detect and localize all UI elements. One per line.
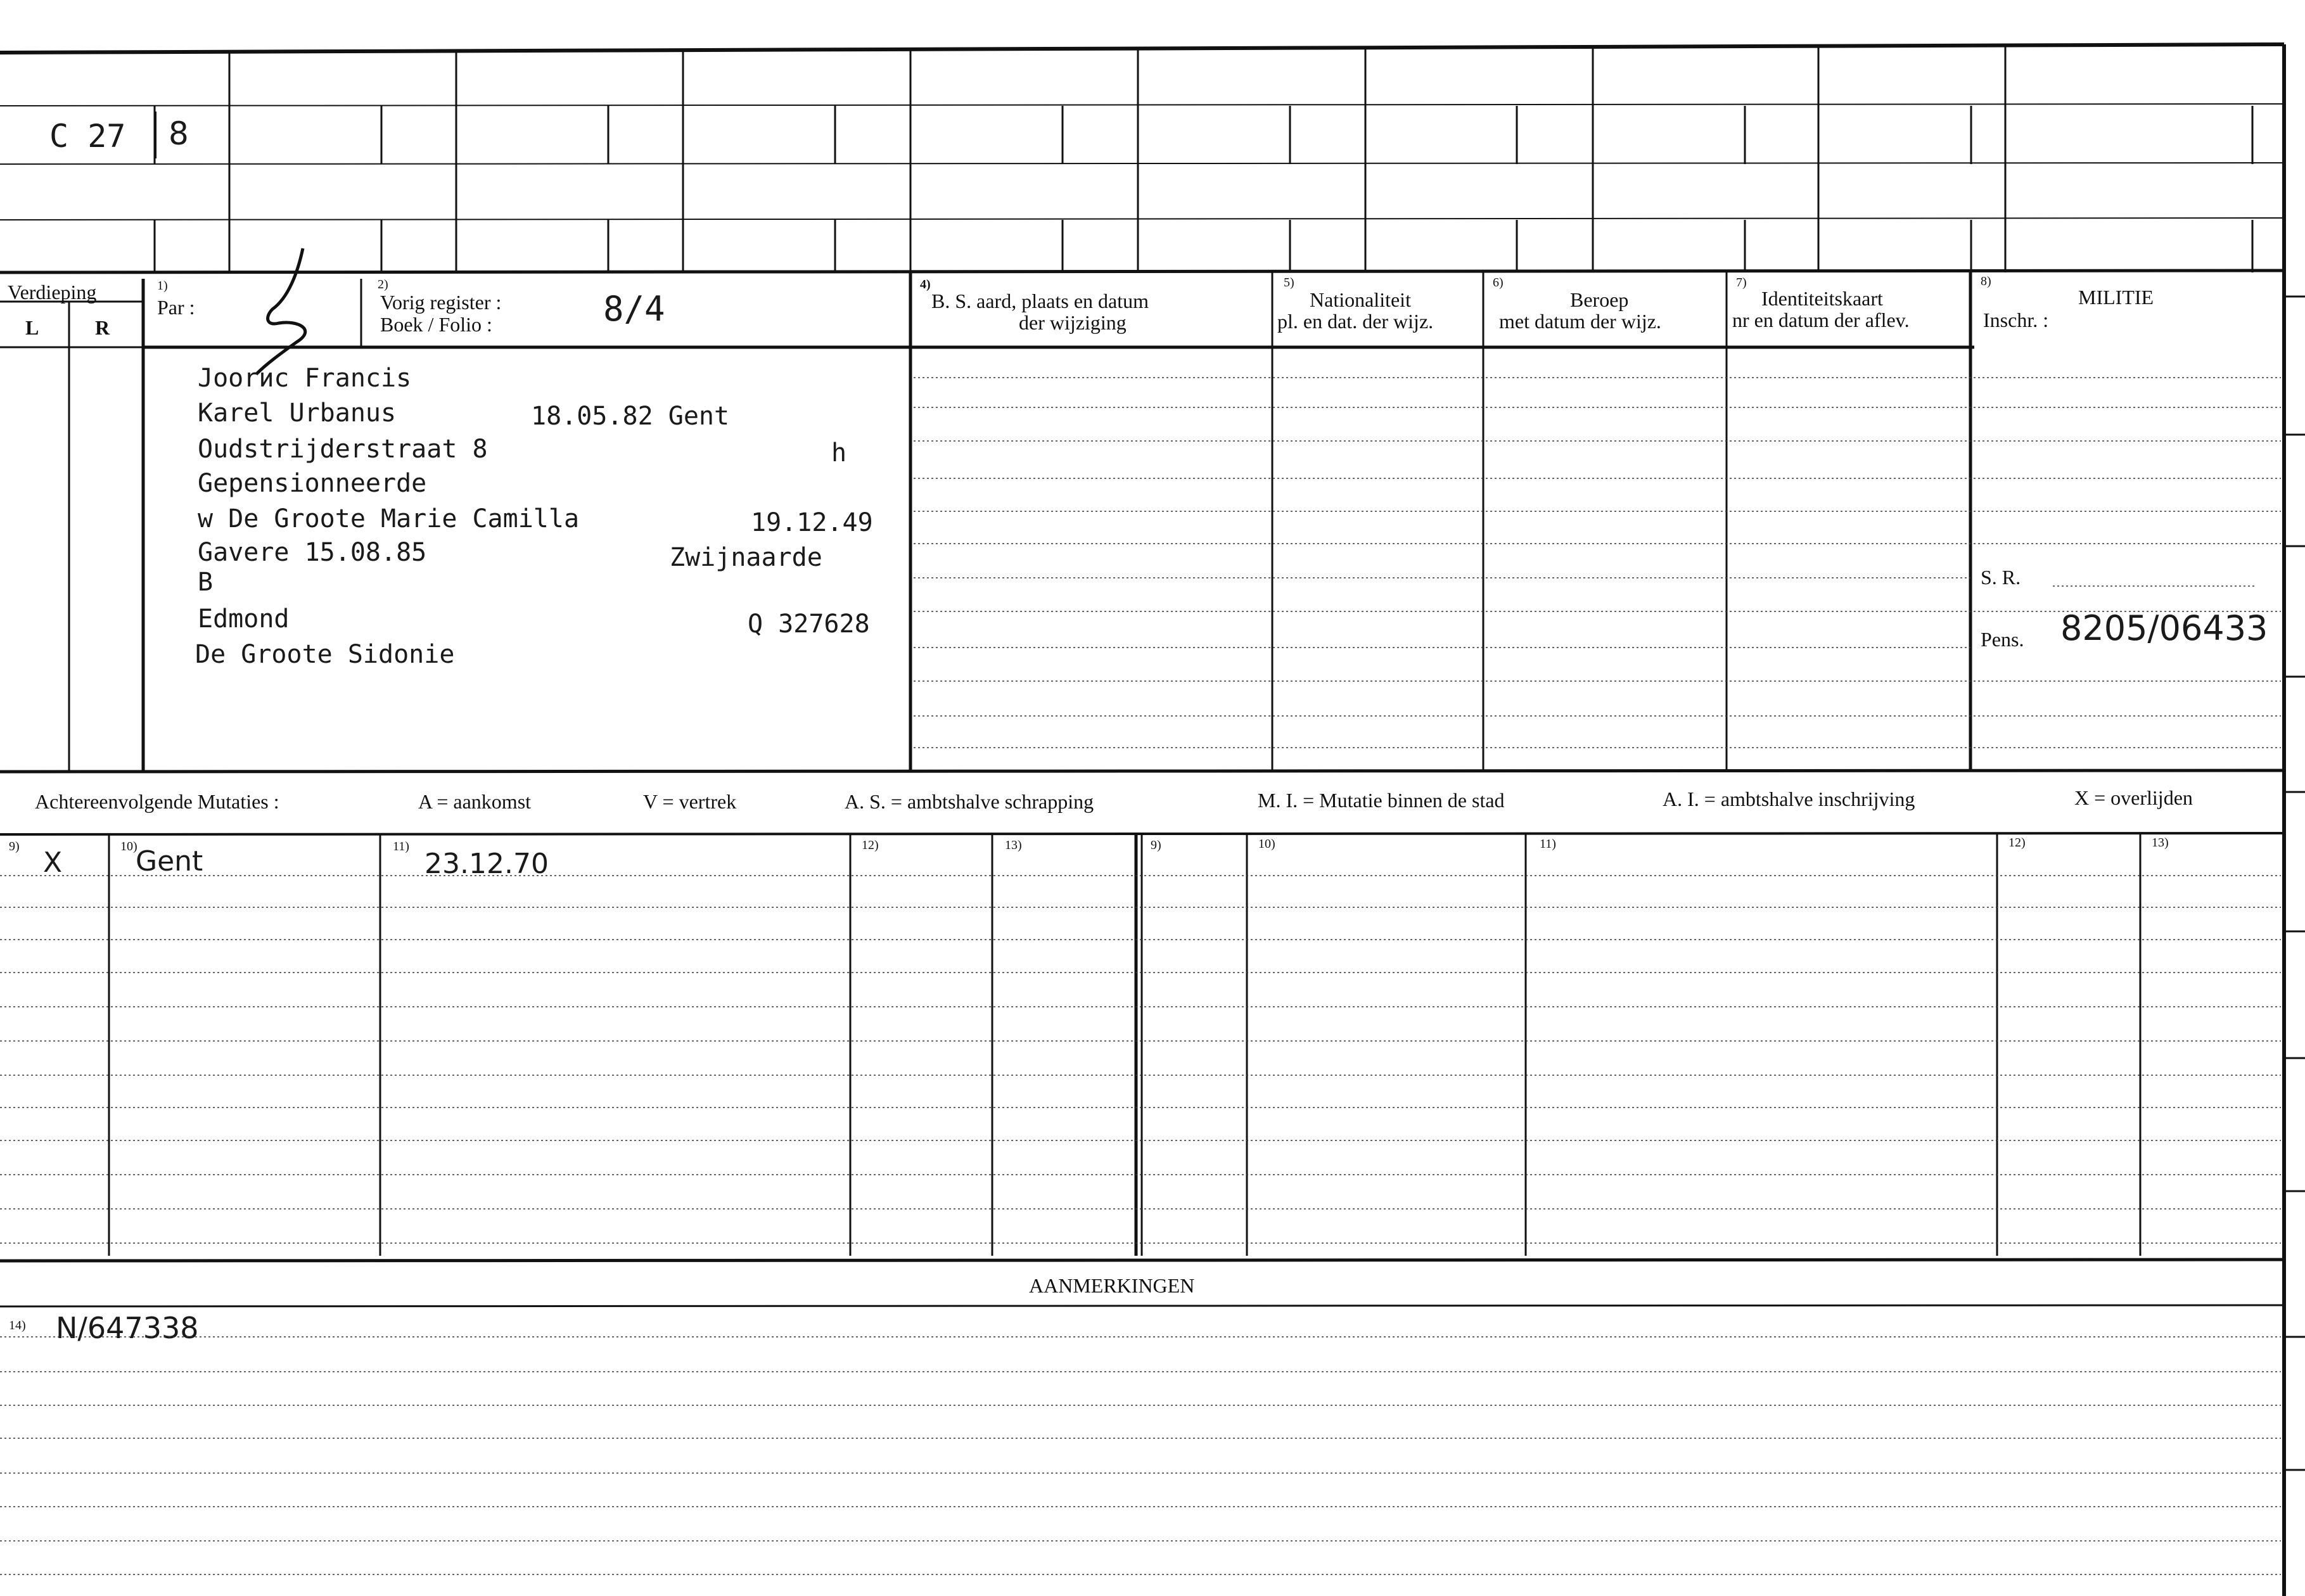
verdieping-label: Verdieping: [8, 281, 97, 303]
top-grid: [0, 44, 2284, 1596]
footnote-1: 1): [157, 279, 168, 293]
beroep-header-line1: Beroep: [1570, 288, 1629, 311]
card-code-number: 8: [169, 115, 189, 152]
person-spouse-birth: Gavere 15.08.85: [198, 538, 427, 567]
person-address: Oudstrijderstraat 8: [198, 435, 488, 464]
mutations-grid: [109, 834, 2140, 1256]
mutations-title: Achtereenvolgende Mutaties :: [35, 790, 279, 813]
pens-number: 8205/06433: [2060, 608, 2268, 648]
col-13-left: 13): [1005, 838, 1022, 852]
floor-left-label: L: [25, 316, 39, 339]
person-details: [195, 364, 873, 669]
inschr-label: Inschr. :: [1983, 309, 2049, 331]
col-13-right: 13): [2152, 836, 2169, 850]
boek-folio-label: Boek / Folio :: [380, 313, 492, 336]
person-name: Joorис Francis: [198, 364, 412, 393]
bs-header-line2: der wijziging: [1019, 311, 1127, 334]
footnote-7: 7): [1736, 276, 1747, 290]
mutations-legend: [35, 786, 2193, 813]
mutation-type: X: [43, 846, 63, 879]
mutation-date: 23.12.70: [425, 848, 549, 880]
remarks-entry: N/647338: [56, 1311, 199, 1345]
person-occupation: Gepensionneerde: [198, 469, 427, 498]
footnote-5: 5): [1284, 276, 1294, 290]
col-9-left: 9): [9, 839, 20, 853]
person-birth: 18.05.82 Gent: [531, 402, 730, 431]
mutation-place: Gent: [136, 845, 203, 878]
legend-official-registration: A. I. = ambtshalve inschrijving: [1663, 788, 1915, 810]
col-10-right: 10): [1258, 837, 1275, 851]
footnote-14: 14): [9, 1318, 26, 1332]
par-signature: [257, 248, 305, 374]
col-9-right: 9): [1151, 838, 1161, 852]
col-12-left: 12): [862, 838, 879, 852]
footnote-8: 8): [1981, 274, 1991, 288]
floor-right-label: R: [95, 316, 110, 339]
nationaliteit-header-line1: Nationaliteit: [1310, 288, 1411, 311]
mutations-column-numbers: [9, 836, 2169, 853]
remarks-ruling: [0, 1337, 2281, 1574]
legend-death: X = overlijden: [2074, 786, 2193, 809]
identiteitskaart-header-line2: nr en datum der aflev.: [1732, 309, 1910, 331]
par-label: Par :: [157, 296, 195, 319]
mutations-ruling: [0, 876, 2281, 1243]
footnote-6: 6): [1493, 276, 1504, 290]
col-11-left: 11): [393, 839, 409, 853]
person-marriage-date: 19.12.49: [751, 508, 873, 537]
person-father: Edmond: [198, 604, 290, 634]
col-10-left: 10): [120, 839, 137, 853]
person-marriage-place: Zwijnaarde: [670, 543, 822, 572]
person-id-number: Q 327628: [748, 610, 870, 639]
nationaliteit-header-line2: pl. en dat. der wijz.: [1277, 310, 1434, 333]
boek-folio-value: 8/4: [603, 289, 665, 329]
footnote-2: 2): [378, 278, 388, 291]
legend-arrival: A = aankomst: [418, 790, 532, 813]
upper-ruling: [914, 378, 2281, 748]
vorig-register-label: Vorig register :: [380, 291, 502, 314]
legend-departure: V = vertrek: [643, 790, 737, 813]
right-margin-ticks: [2286, 297, 2305, 1470]
person-address-mark: h: [831, 438, 847, 468]
pens-label: Pens.: [1981, 628, 2024, 651]
col-11-right: 11): [1540, 837, 1556, 851]
mutation-entry: [43, 845, 549, 880]
beroep-header-line2: met datum der wijz.: [1499, 310, 1661, 333]
identiteitskaart-header-line1: Identiteitskaart: [1761, 287, 1883, 310]
col-12-right: 12): [2008, 836, 2026, 850]
legend-internal-move: M. I. = Mutatie binnen de stad: [1258, 789, 1505, 812]
militie-header: MILITIE: [2078, 286, 2154, 309]
legend-official-removal: A. S. = ambtshalve schrapping: [845, 790, 1094, 813]
remarks-top-rule: [0, 1260, 2284, 1261]
mutations-top-rule: [0, 770, 2284, 772]
footnote-4: 4): [920, 278, 931, 291]
mutations-header-rule: [0, 833, 2284, 834]
person-first-names: Karel Urbanus: [198, 399, 397, 428]
remarks-title: AANMERKINGEN: [1029, 1274, 1195, 1297]
sr-label: S. R.: [1981, 566, 2021, 589]
person-spouse: w De Groote Marie Camilla: [198, 504, 580, 533]
person-nationality: B: [198, 568, 214, 597]
card-code: C 27: [49, 118, 126, 155]
remarks-header-rule: [0, 1305, 2284, 1306]
bs-header-line1: B. S. aard, plaats en datum: [931, 290, 1149, 312]
person-mother: De Groote Sidonie: [195, 640, 455, 669]
